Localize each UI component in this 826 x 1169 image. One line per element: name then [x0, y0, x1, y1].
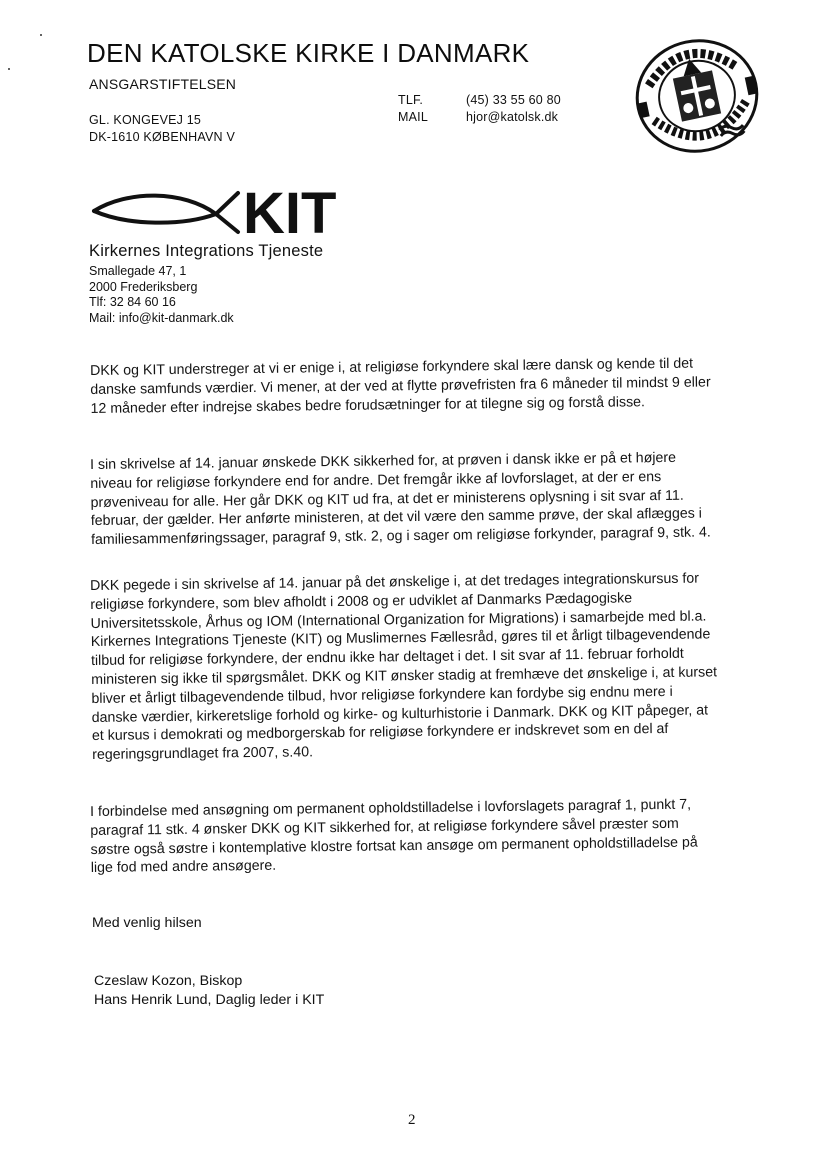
paragraph-text: DKK pegede i sin skrivelse af 14. januar på det ønskelige i, at det tredages integrationskursus for religiøse forkyndere, som blev afholdt i 2008 og er udviklet af Danmarks Pædagogiske Universitetsskole, Århus og IOM (International Organization for Migrations) i samarbejde med bl.a. Kirkernes Integrations Tjeneste (KIT) og Muslimernes Fællesråd, gøres til et årligt tilbagevendende tilbud for religiøse forkyndere, der endnu ikke har deltaget i det. I sit svar af 11. februar forholdt ministeren sig ikke til spørgsmålet. DKK og KIT ønsker stadig at fremhæve det ønskelige i, at kurset bliver et årligt tilbagevendende tilbud, hvor religiøse forkyndere kan fordybe sig endnu mere i danske værdier, kirkeretslige forhold og kirke- og kulturhistorie i Danmark. DKK og KIT påpeger, at et kursus i demokrati og medborgerskab for religiøse forkyndere er indskrevet som en del af regeringsgrundlaget fra 2007, s.40. — [90, 570, 718, 764]
body-paragraph-2 — [90, 448, 719, 550]
org-title: DEN KATOLSKE KIRKE I DANMARK — [87, 38, 530, 68]
scan-speck — [40, 34, 42, 36]
kit-organization-name: Kirkernes Integrations Tjeneste — [89, 242, 324, 260]
kit-logo-text: KIT — [243, 181, 337, 240]
page-number: 2 — [408, 1112, 416, 1128]
signatory-bishop: Czeslaw Kozon, Biskop — [94, 973, 243, 989]
signature-block — [94, 972, 324, 1010]
body-paragraph-4 — [90, 795, 719, 878]
org-subtitle: ANSGARSTIFTELSEN — [89, 76, 237, 92]
mail-value: hjor@katolsk.dk — [466, 110, 559, 124]
kit-tel: Tlf: 32 84 60 16 — [89, 295, 176, 309]
contact-values — [466, 92, 561, 126]
tel-label: TLF. — [398, 93, 424, 107]
paragraph-text: I forbindelse med ansøgning om permanent opholdstilladelse i lovforslagets paragraf 1, punkt 7, paragraf 11 stk. 4 ønsker DKK og KIT sikkerhed for, at religiøse forkyndere såvel præster som søstre også søstre i kontemplative klostre fortsat kan ansøge om permanent opholdstilladelse på lige fod med andre ansøgere. — [90, 796, 698, 877]
paragraph-text: DKK og KIT understreger at vi er enige i, at religiøse forkyndere skal lære dansk og kende til det danske samfunds værdier. Vi mener, at der ved at flytte prøvefristen fra 6 måneder til mindst 9 eller 12 måneder efter indrejse skabes bedre forudsætninger for at tilegne sig og forstå disse. — [90, 355, 711, 417]
tel-value: (45) 33 55 60 80 — [466, 93, 561, 107]
mail-label: MAIL — [398, 110, 428, 124]
paragraph-text: I sin skrivelse af 14. januar ønskede DKK sikkerhed for, at prøven i dansk ikke er på et højere niveau for religiøse forkyndere end for andre. Det fremgår ikke af lovforslaget, at der er ens prøveniveau for alle. Her går DKK og KIT ud fra, at det er ministerens oplysning i sit svar af 11. februar, der gælder. Her anførte ministeren, at det vil være den samme prøve, der skal aflægges i familiesammenføringssager, paragraf 9, stk. 2, og i sager om religiøse forkynder, paragraf 9, stk. 4. — [90, 449, 711, 549]
body-paragraph-1 — [90, 354, 719, 418]
kit-fish-logo-icon — [88, 180, 350, 240]
kit-mail: Mail: info@kit-danmark.dk — [89, 310, 234, 325]
org-address — [89, 112, 235, 146]
kit-address — [89, 264, 234, 326]
contact-labels — [398, 92, 428, 126]
address-street: GL. KONGEVEJ 15 — [89, 113, 202, 127]
signatory-kit-leader: Hans Henrik Lund, Daglig leder i KIT — [94, 992, 325, 1008]
kit-street: Smallegade 47, 1 — [89, 264, 187, 278]
kit-city: 2000 Frederiksberg — [89, 279, 198, 294]
episcopal-seal-icon — [632, 36, 762, 156]
address-city: DK-1610 KØBENHAVN V — [89, 130, 235, 144]
closing-greeting: Med venlig hilsen — [92, 915, 202, 931]
scan-speck — [8, 68, 10, 70]
body-paragraph-3 — [90, 569, 720, 765]
